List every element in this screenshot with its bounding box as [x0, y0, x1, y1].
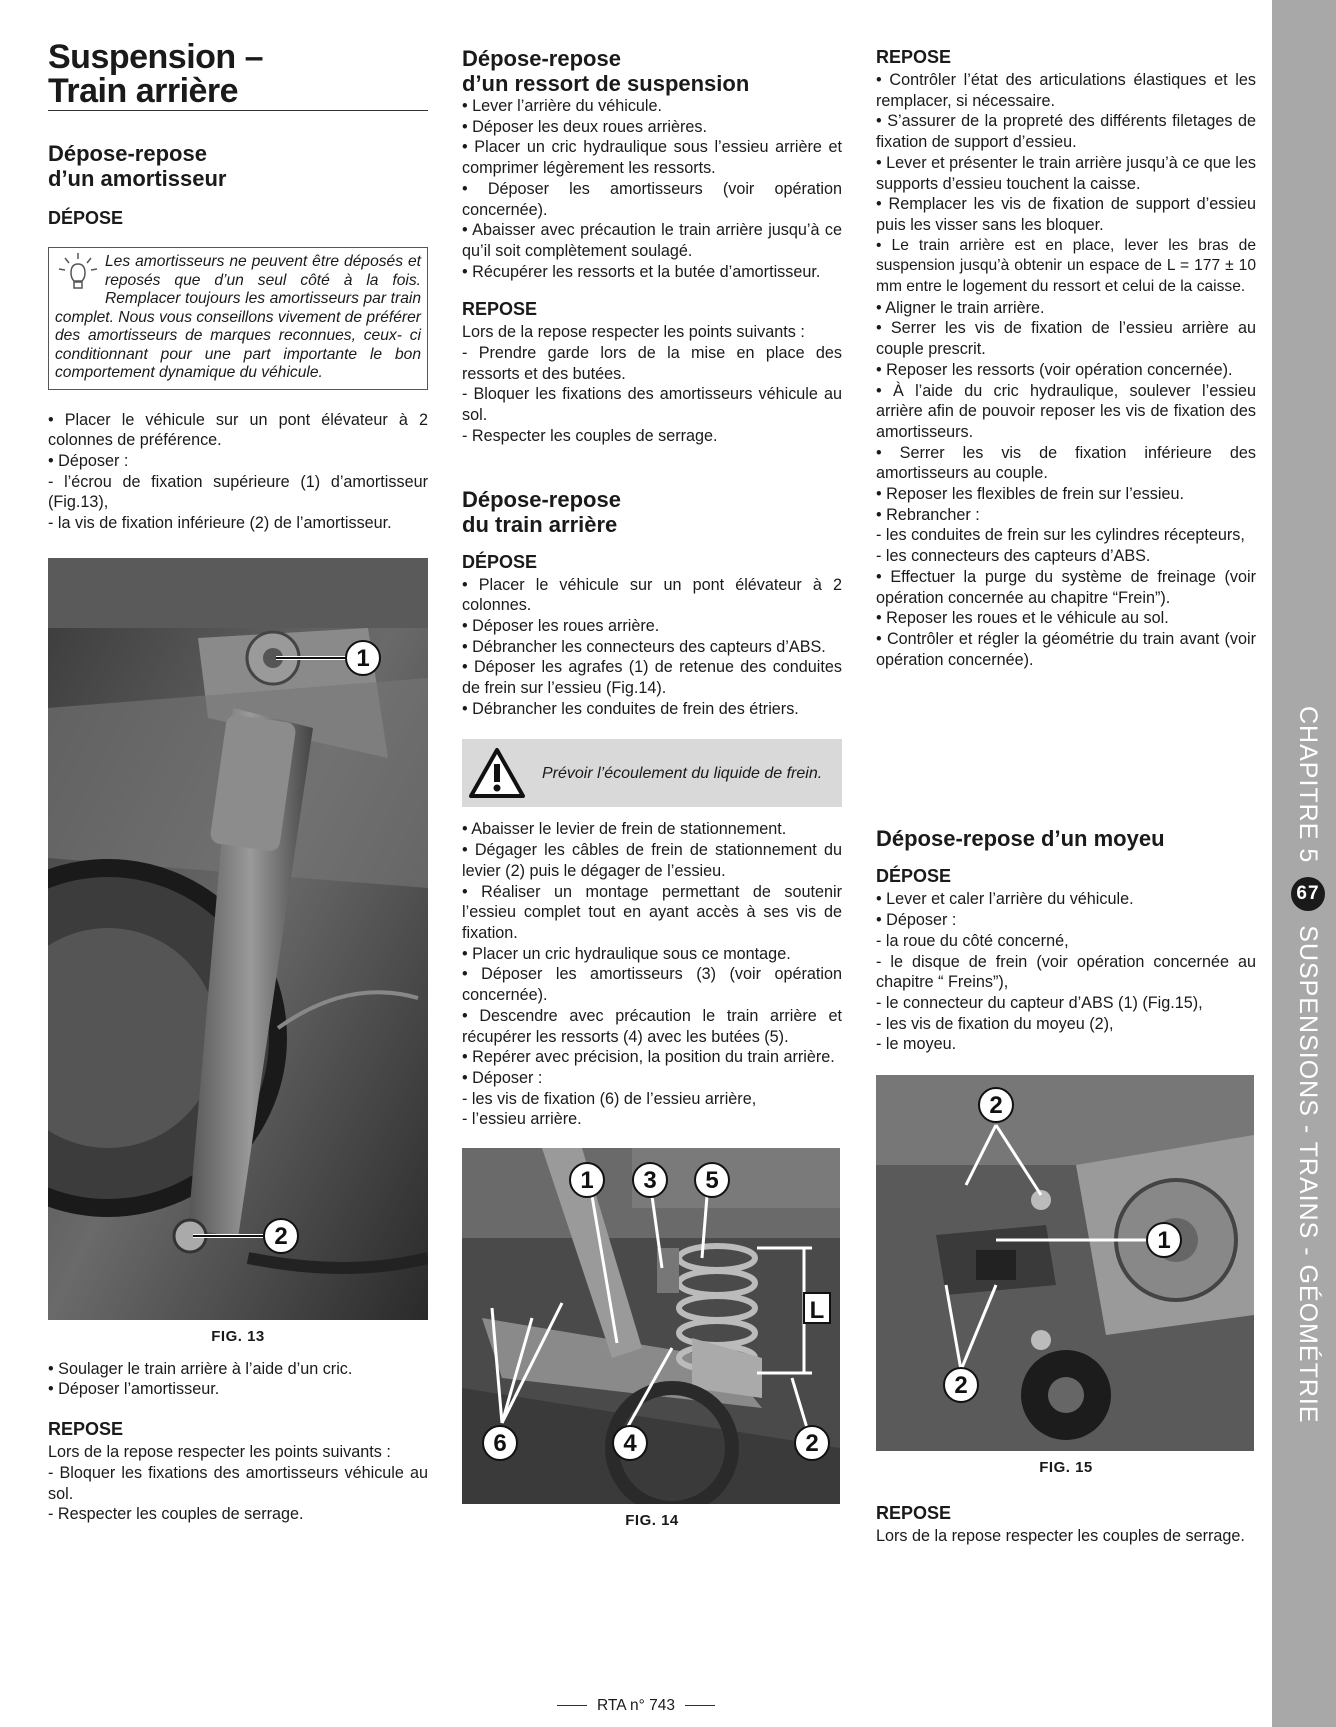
- step: • Placer un cric hydraulique sous ce montage.: [462, 944, 791, 963]
- section-heading-line-1: Dépose-repose: [462, 46, 621, 71]
- step: • Soulager le train arrière à l’aide d’un cric.: [48, 1359, 353, 1378]
- step: - la roue du côté concerné,: [876, 931, 1069, 950]
- step: • Reposer les flexibles de frein sur l’essieu.: [876, 485, 1184, 504]
- step: • Contrôler l’état des articulations élastiques et les remplacer, si nécessaire.: [876, 71, 1256, 110]
- depose-label: DÉPOSE: [48, 208, 124, 228]
- step: • S’assurer de la propreté des différents filetages de fixation de support d’essieu.: [876, 112, 1256, 152]
- depose-label: DÉPOSE: [876, 866, 952, 887]
- step: - le connecteur du capteur d’ABS (1) (Fig.15),: [876, 993, 1203, 1012]
- figure-15: [876, 1075, 1256, 1476]
- step: • Déposer les amortisseurs (3) (voir opération concernée).: [462, 965, 842, 1005]
- svg-text:4: 4: [623, 1430, 637, 1458]
- step: • Lever et présenter le train arrière jusqu’à ce que les supports d’essieu touchent la caisse.: [876, 153, 1256, 193]
- warning-text: Prévoir l’écoulement du liquide de frein.: [542, 764, 823, 782]
- step: • Remplacer les vis de fixation de support d’essieu puis les visser sans les bloquer.: [876, 195, 1256, 234]
- repose-line: - Bloquer les fixations des amortisseurs véhicule au sol.: [48, 1463, 428, 1503]
- page-title-line-1: Suspension –: [48, 38, 264, 76]
- fig15-callout-2-bottom: [944, 1368, 978, 1402]
- step: • Réaliser un montage permettant de soutenir l’essieu complet tout en ayant accès à ses vis de fixation.: [462, 882, 842, 942]
- repose-steps: [876, 70, 1256, 670]
- step: • Repérer avec précision, la position du train arrière.: [462, 1048, 835, 1067]
- steps-list: [48, 410, 428, 534]
- section-heading-moyeu: Dépose-repose d’un moyeu: [876, 826, 1165, 852]
- step: • Déposer :: [876, 911, 957, 930]
- step: - les vis de fixation du moyeu (2),: [876, 1014, 1114, 1033]
- step: - le disque de frein (voir opération concernée au chapitre “ Freins”),: [876, 952, 1256, 992]
- column-2: [462, 46, 842, 1529]
- steps-list: [462, 96, 842, 282]
- fig14-callout-5: [695, 1163, 729, 1197]
- step: - les vis de fixation (6) de l’essieu arrière,: [462, 1089, 757, 1108]
- figure-caption: FIG. 13: [211, 1327, 265, 1345]
- chapter-subject: SUSPENSIONS - TRAINS - GÉOMÉTRIE: [1294, 925, 1323, 1424]
- steps-list: [876, 889, 1256, 1055]
- svg-text:2: 2: [954, 1372, 968, 1400]
- footer-text: RTA n° 743: [596, 1697, 675, 1714]
- tip-note-text: Les amortisseurs ne peuvent être déposés et reposés que d’un seul côté à la fois. Remplacer toujours les amortisseurs par train complet. Nous vous conseillons vivement de préférer des amortisseurs de marques reconnues, ceux- ci conditionnant pour une part importante le bon comportement dynamique du véhicule.: [55, 253, 421, 381]
- footer-rule-right: [685, 1705, 715, 1706]
- svg-text:L: L: [809, 1297, 825, 1325]
- page-title: [48, 40, 428, 111]
- step: • Débrancher les connecteurs des capteurs d’ABS.: [462, 637, 826, 656]
- chapter-side-label: [1294, 706, 1323, 1426]
- fig13-callout-1: [346, 641, 380, 675]
- repose-line: Lors de la repose respecter les couples de serrage.: [876, 1527, 1245, 1546]
- repose-line: - Respecter les couples de serrage.: [462, 426, 718, 445]
- step: • Contrôler et régler la géométrie du train avant (voir opération concernée).: [876, 629, 1256, 669]
- figure-caption: FIG. 15: [1039, 1459, 1093, 1477]
- page-number-badge: 67: [1291, 877, 1325, 911]
- step: • Placer le véhicule sur un pont élévateur à 2 colonnes.: [462, 575, 842, 615]
- step: - la vis de fixation inférieure (2) de l’amortisseur.: [48, 514, 392, 533]
- step: • Placer le véhicule sur un pont élévateur à 2 colonnes de préférence.: [48, 410, 428, 450]
- svg-text:1: 1: [356, 644, 370, 672]
- repose-label: REPOSE: [48, 1419, 124, 1440]
- chapter-label: CHAPITRE 5: [1294, 706, 1323, 864]
- steps-list-2: [462, 819, 842, 1130]
- section-heading-line-2: d’un ressort de suspension: [462, 71, 750, 96]
- step: • Descendre avec précaution le train arrière et récupérer les ressorts (4) avec les butées (5).: [462, 1006, 842, 1046]
- step: • Déposer :: [462, 1068, 543, 1087]
- step: • Aligner le train arrière.: [876, 298, 1045, 317]
- repose-line: - Prendre garde lors de la mise en place des ressorts et des butées.: [462, 344, 842, 383]
- step: - l’essieu arrière.: [462, 1110, 582, 1129]
- section-heading-line-1: Dépose-repose: [48, 141, 207, 166]
- fig15-photo: [876, 1075, 1254, 1451]
- fig13-callout-2: [264, 1219, 298, 1253]
- step: • Déposer les agrafes (1) de retenue des conduites de frein sur l’essieu (Fig.14).: [462, 658, 842, 698]
- depose-label: DÉPOSE: [462, 551, 538, 572]
- section-heading-line-2: du train arrière: [462, 511, 618, 537]
- fig14-callout-4: [613, 1426, 647, 1460]
- figure-caption: FIG. 14: [625, 1512, 679, 1530]
- svg-text:2: 2: [274, 1222, 288, 1250]
- fig14-callout-1: [570, 1163, 604, 1197]
- fig14-photo: [462, 1148, 840, 1504]
- step: • Abaisser le levier de frein de stationnement.: [462, 820, 787, 839]
- section-heading-amortisseur: [48, 141, 428, 191]
- repose-line: Lors de la repose respecter les points suivants :: [48, 1443, 391, 1462]
- column-1: [48, 40, 428, 1525]
- step: • À l’aide du cric hydraulique, soulever l’essieu arrière afin de pouvoir reposer les vis de fixation des amortisseurs.: [876, 381, 1256, 441]
- repose-label: REPOSE: [462, 299, 538, 320]
- svg-text:3: 3: [643, 1167, 657, 1195]
- repose-label: REPOSE: [876, 47, 952, 67]
- step: • Lever et caler l’arrière du véhicule.: [876, 890, 1134, 909]
- repose-line: Lors de la repose respecter les points suivants :: [462, 323, 805, 342]
- step: • Abaisser avec précaution le train arrière jusqu’à ce qu’il soit complètement soulagé.: [462, 221, 842, 260]
- repose-line: - Bloquer les fixations des amortisseurs véhicule au sol.: [462, 385, 842, 425]
- step: - le moyeu.: [876, 1035, 957, 1054]
- step: • Dégager les câbles de frein de stationnement du levier (2) puis le dégager de l’essieu.: [462, 841, 842, 880]
- repose-label: REPOSE: [876, 1503, 952, 1524]
- page-footer: [0, 1697, 1272, 1715]
- footer-rule-left: [557, 1705, 587, 1706]
- step: • Serrer les vis de fixation de l’essieu arrière au couple prescrit.: [876, 319, 1256, 359]
- tip-note-box: [48, 247, 428, 390]
- fig14-callout-3: [633, 1163, 667, 1197]
- section-heading-line-1: Dépose-repose: [462, 486, 621, 512]
- svg-text:1: 1: [1157, 1227, 1171, 1255]
- fig13-photo: [48, 558, 428, 1320]
- step: • Débrancher les conduites de frein des étriers.: [462, 699, 799, 718]
- section-heading-line-2: d’un amortisseur: [48, 166, 227, 191]
- lightbulb-icon: [55, 251, 101, 297]
- step: • Effectuer la purge du système de freinage (voir opération concernée au chapitre “Frein”).: [876, 567, 1256, 607]
- svg-text:1: 1: [580, 1167, 594, 1195]
- fig15-callout-1: [1147, 1223, 1181, 1257]
- figure-13: [48, 558, 428, 1345]
- svg-text:2: 2: [989, 1092, 1003, 1120]
- fig14-callout-l: [804, 1293, 830, 1324]
- step: • Déposer les roues arrière.: [462, 616, 660, 635]
- step: • Déposer l’amortisseur.: [48, 1380, 220, 1399]
- step: • Reposer les roues et le véhicule au sol.: [876, 609, 1169, 628]
- step: • Récupérer les ressorts et la butée d’amortisseur.: [462, 262, 821, 281]
- svg-text:5: 5: [705, 1167, 719, 1195]
- step: • Placer un cric hydraulique sous l’essieu arrière et comprimer légèrement les ressorts.: [462, 138, 842, 178]
- section-heading-ressort: [462, 46, 842, 96]
- step: - l’écrou de fixation supérieure (1) d’amortisseur (Fig.13),: [48, 472, 428, 512]
- step: • Déposer les deux roues arrières.: [462, 117, 707, 136]
- step: • Rebrancher :: [876, 505, 980, 524]
- step: - les connecteurs des capteurs d’ABS.: [876, 547, 1151, 566]
- figure-14: [462, 1148, 842, 1529]
- step: - les conduites de frein sur les cylindres récepteurs,: [876, 526, 1245, 545]
- warning-triangle-icon: [468, 747, 526, 799]
- after-figure-steps: [48, 1359, 428, 1400]
- fig14-callout-6: [483, 1426, 517, 1460]
- fig14-callout-2: [795, 1426, 829, 1460]
- step: • Reposer les ressorts (voir opération concernée).: [876, 360, 1233, 379]
- page-title-line-2: Train arrière: [48, 72, 239, 110]
- section-heading-train-arriere: [462, 487, 842, 537]
- svg-text:6: 6: [493, 1430, 507, 1458]
- step: • Déposer les amortisseurs (voir opération concernée).: [462, 179, 842, 219]
- step: • Le train arrière est en place, lever les bras de suspension jusqu’à obtenir un espace de L = 177 ± 10 mm entre le logement du ressort et celui de la caisse.: [876, 236, 1256, 296]
- column-3: [876, 46, 1256, 1547]
- fig15-callout-2-top: [979, 1088, 1013, 1122]
- step: • Déposer :: [48, 451, 129, 470]
- step: • Lever l’arrière du véhicule.: [462, 97, 663, 115]
- warning-box: [462, 739, 842, 807]
- step: • Serrer les vis de fixation inférieure des amortisseurs au couple.: [876, 443, 1256, 483]
- repose-line: - Respecter les couples de serrage.: [48, 1505, 304, 1524]
- svg-text:2: 2: [805, 1430, 819, 1458]
- steps-list: [462, 575, 842, 720]
